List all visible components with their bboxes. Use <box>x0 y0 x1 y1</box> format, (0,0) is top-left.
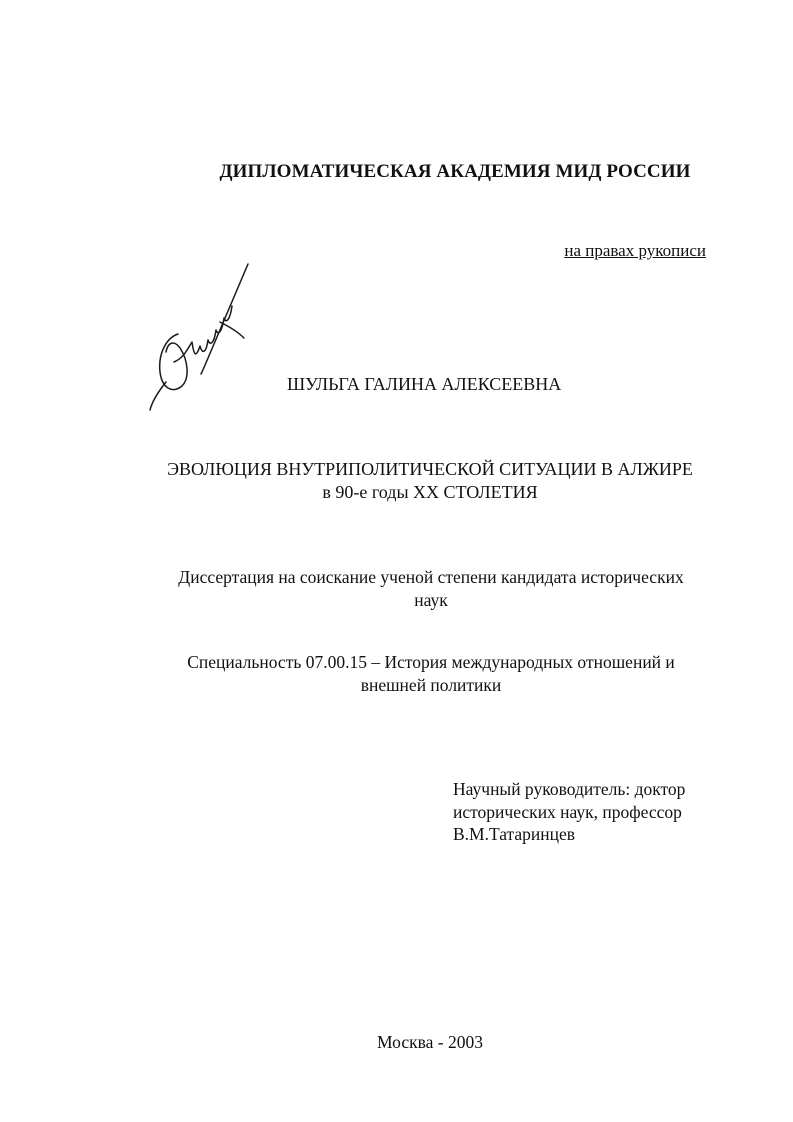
advisor-name: В.М.Татаринцев <box>453 824 576 844</box>
dissertation-line-2: наук <box>414 590 448 610</box>
advisor-line-1: Научный руководитель: доктор <box>453 779 686 799</box>
signature-stroke-cross <box>220 322 244 338</box>
city-year: Москва - 2003 <box>377 1032 483 1052</box>
thesis-title-line-1: ЭВОЛЮЦИЯ ВНУТРИПОЛИТИЧЕСКОЙ СИТУАЦИИ В АЛЖИРЕ <box>167 459 693 479</box>
author-name: ШУЛЬГА ГАЛИНА АЛЕКСЕЕВНА <box>287 374 562 394</box>
handwritten-signature <box>144 262 256 414</box>
thesis-title-line-2: в 90-е годы XX СТОЛЕТИЯ <box>322 482 538 502</box>
institution-heading: ДИПЛОМАТИЧЕСКАЯ АКАДЕМИЯ МИД РОССИИ <box>219 161 691 182</box>
signature-stroke-tail <box>150 382 166 410</box>
specialty-line-2: внешней политики <box>360 675 502 695</box>
rights-note: на правах рукописи <box>564 241 706 260</box>
advisor-line-2: исторических наук, профессор <box>453 802 682 822</box>
dissertation-line-1: Диссертация на соискание ученой степени кандидата исторических <box>178 567 684 587</box>
specialty-line-1: Специальность 07.00.15 – История международных отношений и <box>187 652 675 672</box>
